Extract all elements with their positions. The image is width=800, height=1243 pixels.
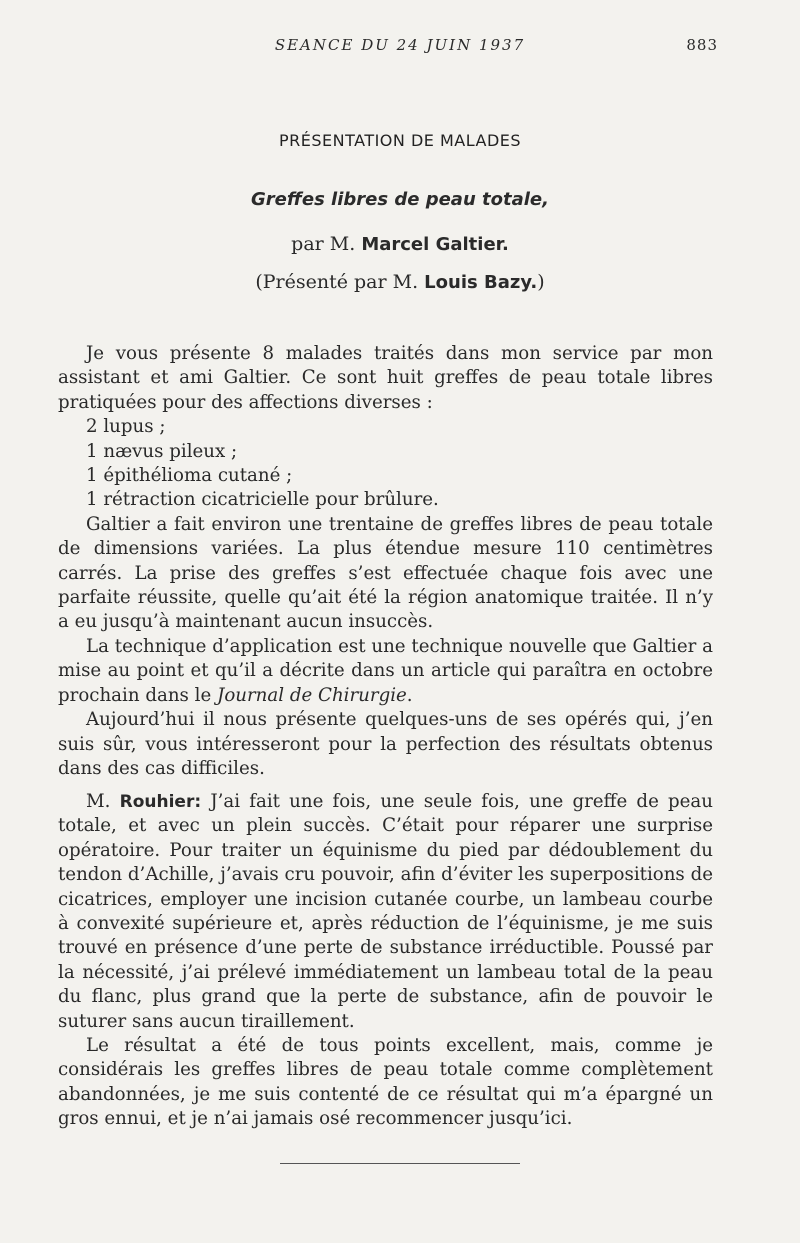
journal-name: Journal de Chirurgie	[217, 684, 407, 706]
running-header	[0, 36, 800, 60]
speaker-name: Rouhier	[119, 792, 195, 812]
paragraph-results: Galtier a fait environ une trentaine de greffes libres de peau totale de dimensions variées. La plus étendue mesure 110 centimètres carrés. La prise des greffes s’est effectuée chaque fois avec une parfaite réussite, quelle qu’ait été la région anatomique traitée. Il n’y a eu jusqu’à maintenant aucun insuccès.	[58, 513, 713, 633]
technique-text: La technique d’application est une technique nouvelle que Galtier a mise au point et qu’il a décrite dans un article qui paraîtra en octobre prochain dans le	[58, 635, 713, 706]
byline-prefix: par M.	[291, 233, 356, 255]
list-item: 2 lupus ;	[86, 416, 166, 438]
list-item: 1 rétraction cicatricielle pour brûlure.	[86, 489, 439, 511]
paragraph-rouhier	[58, 790, 713, 1034]
paragraph-presentation: Aujourd’hui il nous présente quelques-uns de ses opérés qui, j’en suis sûr, vous intéresseront pour la perfection des résultats obtenus dans des cas difficiles.	[58, 709, 713, 779]
presented-prefix: (Présenté par M.	[255, 271, 419, 293]
article-body	[58, 342, 713, 781]
rouhier-text: J’ai fait une fois, une seule fois, une greffe de peau totale, et avec un plein succès. C’était pour réparer une surprise opératoire. Pour traiter un équinisme du pied par dédoublement du tendon d’Achille, j’avais cru pouvoir, afin d’éviter les superpositions de cicatrices, employer une incision cutanée courbe, un lambeau courbe à convexité supérieure et, après réduction de l’équinisme, je me suis trouvé en présence d’une perte de substance irréductible. Poussé par la nécessité, j’ai prélevé immédiatement un lambeau total de la peau du flanc, plus grand que la perte de substance, afin de pouvoir le suturer sans aucun tiraillement.	[58, 791, 713, 1032]
running-title: SEANCE DU 24 JUIN 1937	[274, 36, 526, 54]
presenter-byline	[0, 271, 800, 293]
author-name: Marcel Galtier.	[361, 234, 509, 255]
speaker-prefix: M.	[86, 791, 111, 812]
page-number: 883	[686, 36, 718, 54]
paragraph-conclusion: Le résultat a été de tous points excellent, mais, comme je considérais les greffes libres de peau totale comme complètement abandonnées, je me suis contenté de ce résultat qui m’a épargné un gros ennui, et je n’ai jamais osé recommencer jusqu’ici.	[58, 1035, 713, 1130]
presented-suffix: )	[537, 271, 545, 293]
article-title: Greffes libres de peau totale,	[251, 189, 549, 210]
speaker-colon: :	[194, 792, 202, 812]
list-item: 1 nævus pileux ;	[86, 440, 238, 462]
paragraph-technique	[58, 635, 713, 708]
section-heading: PRÉSENTATION DE MALADES	[278, 131, 522, 150]
discussion-body	[58, 790, 713, 1132]
presenter-name: Louis Bazy.	[424, 272, 538, 293]
separator-rule	[280, 1163, 520, 1164]
paragraph-intro: Je vous présente 8 malades traités dans mon service par mon assistant et ami Galtier. Ce sont huit greffes de peau totale libres pratiquées pour des affections diverses :	[58, 343, 713, 413]
author-byline	[0, 233, 800, 255]
technique-end: .	[406, 684, 413, 706]
list-item: 1 épithélioma cutané ;	[86, 465, 293, 487]
